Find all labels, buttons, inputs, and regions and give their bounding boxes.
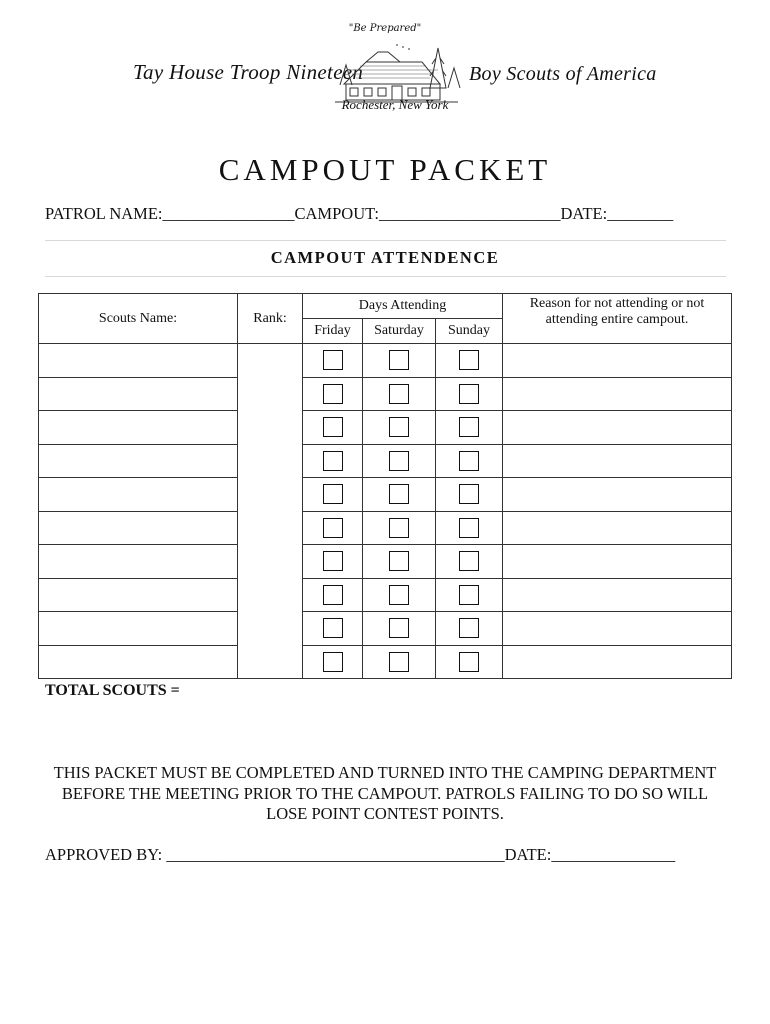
reason-cell[interactable] xyxy=(503,612,732,646)
saturday-checkbox[interactable] xyxy=(389,417,409,437)
reason-cell[interactable] xyxy=(503,511,732,545)
friday-cell xyxy=(303,478,363,512)
friday-cell xyxy=(303,612,363,646)
scout-name-cell[interactable] xyxy=(39,377,238,411)
rank-cell[interactable] xyxy=(238,645,303,679)
saturday-checkbox[interactable] xyxy=(389,384,409,404)
section-title: CAMPOUT ATTENDENCE xyxy=(270,248,500,267)
scout-name-cell[interactable] xyxy=(39,511,238,545)
reason-cell[interactable] xyxy=(503,411,732,445)
total-scouts-label: TOTAL SCOUTS = xyxy=(45,682,180,699)
friday-checkbox[interactable] xyxy=(323,618,343,638)
sunday-checkbox[interactable] xyxy=(459,585,479,605)
approved-by-date-line: APPROVED BY: _________________________________________DATE:_______________ xyxy=(45,845,676,864)
rank-cell[interactable] xyxy=(238,377,303,411)
friday-cell xyxy=(303,411,363,445)
saturday-cell xyxy=(363,478,436,512)
sunday-cell xyxy=(436,444,503,478)
sunday-checkbox[interactable] xyxy=(459,551,479,571)
sunday-cell xyxy=(436,645,503,679)
letterhead-troop: Tay House Troop Nineteen xyxy=(133,60,364,84)
sunday-cell xyxy=(436,578,503,612)
sunday-cell xyxy=(436,511,503,545)
reason-cell[interactable] xyxy=(503,545,732,579)
patrol-campout-date-line: PATROL NAME:________________CAMPOUT:______________________DATE:________ xyxy=(45,204,674,223)
friday-checkbox[interactable] xyxy=(323,384,343,404)
friday-checkbox[interactable] xyxy=(323,518,343,538)
friday-checkbox[interactable] xyxy=(323,585,343,605)
table-row xyxy=(39,411,732,445)
reason-cell[interactable] xyxy=(503,645,732,679)
saturday-checkbox[interactable] xyxy=(389,618,409,638)
attendance-table xyxy=(38,293,732,679)
friday-cell xyxy=(303,377,363,411)
table-row xyxy=(39,478,732,512)
header-saturday: Saturday xyxy=(363,319,436,344)
saturday-cell xyxy=(363,645,436,679)
scout-name-cell[interactable] xyxy=(39,645,238,679)
sunday-checkbox[interactable] xyxy=(459,350,479,370)
rank-cell[interactable] xyxy=(238,344,303,378)
rank-cell[interactable] xyxy=(238,444,303,478)
friday-cell xyxy=(303,645,363,679)
sunday-checkbox[interactable] xyxy=(459,652,479,672)
saturday-cell xyxy=(363,377,436,411)
sunday-cell xyxy=(436,344,503,378)
friday-checkbox[interactable] xyxy=(323,551,343,571)
reason-cell[interactable] xyxy=(503,377,732,411)
saturday-cell xyxy=(363,411,436,445)
rank-cell[interactable] xyxy=(238,411,303,445)
scout-name-cell[interactable] xyxy=(39,444,238,478)
saturday-cell xyxy=(363,612,436,646)
divider-top xyxy=(45,240,726,241)
letterhead-motto: "Be Prepared" xyxy=(348,23,422,34)
table-row xyxy=(39,511,732,545)
header-sunday: Sunday xyxy=(436,319,503,344)
friday-cell xyxy=(303,344,363,378)
notice-text: THIS PACKET MUST BE COMPLETED AND TURNED INTO THE CAMPING DEPARTMENT BEFORE THE MEETING PRIOR TO THE CAMPOUT. PATROLS FAILING TO DO SO WILL LOSE POINT CONTEST POINTS. xyxy=(53,763,717,823)
sunday-checkbox[interactable] xyxy=(459,451,479,471)
saturday-cell xyxy=(363,511,436,545)
header-friday: Friday xyxy=(303,319,363,344)
friday-cell xyxy=(303,444,363,478)
table-row xyxy=(39,612,732,646)
rank-cell[interactable] xyxy=(238,511,303,545)
reason-cell[interactable] xyxy=(503,478,732,512)
saturday-checkbox[interactable] xyxy=(389,451,409,471)
scout-name-cell[interactable] xyxy=(39,612,238,646)
sunday-cell xyxy=(436,377,503,411)
rank-cell[interactable] xyxy=(238,545,303,579)
friday-cell xyxy=(303,511,363,545)
sunday-checkbox[interactable] xyxy=(459,417,479,437)
table-row xyxy=(39,344,732,378)
saturday-cell xyxy=(363,578,436,612)
table-row xyxy=(39,578,732,612)
reason-cell[interactable] xyxy=(503,444,732,478)
reason-cell[interactable] xyxy=(503,344,732,378)
page-title: CAMPOUT PACKET xyxy=(218,152,552,187)
scout-name-cell[interactable] xyxy=(39,344,238,378)
header-days-attending: Days Attending xyxy=(303,294,503,319)
sunday-cell xyxy=(436,411,503,445)
sunday-checkbox[interactable] xyxy=(459,518,479,538)
header-scouts-name: Scouts Name: xyxy=(39,294,238,344)
sunday-checkbox[interactable] xyxy=(459,384,479,404)
saturday-checkbox[interactable] xyxy=(389,350,409,370)
table-row xyxy=(39,444,732,478)
friday-checkbox[interactable] xyxy=(323,652,343,672)
scout-name-cell[interactable] xyxy=(39,411,238,445)
header-rank: Rank: xyxy=(238,294,303,344)
friday-checkbox[interactable] xyxy=(323,484,343,504)
friday-cell xyxy=(303,545,363,579)
letterhead-org: Boy Scouts of America xyxy=(469,63,657,85)
rank-cell[interactable] xyxy=(238,478,303,512)
scout-name-cell[interactable] xyxy=(39,578,238,612)
reason-cell[interactable] xyxy=(503,578,732,612)
header-reason: Reason for not attending or not attending entire campout. xyxy=(503,294,732,344)
saturday-checkbox[interactable] xyxy=(389,484,409,504)
divider-bottom xyxy=(45,276,726,277)
sunday-checkbox[interactable] xyxy=(459,484,479,504)
saturday-checkbox[interactable] xyxy=(389,518,409,538)
sunday-checkbox[interactable] xyxy=(459,618,479,638)
saturday-cell xyxy=(363,344,436,378)
saturday-checkbox[interactable] xyxy=(389,551,409,571)
table-row xyxy=(39,545,732,579)
sunday-cell xyxy=(436,612,503,646)
friday-checkbox[interactable] xyxy=(323,451,343,471)
scout-name-cell[interactable] xyxy=(39,478,238,512)
sunday-cell xyxy=(436,478,503,512)
table-row xyxy=(39,377,732,411)
saturday-cell xyxy=(363,444,436,478)
rank-cell[interactable] xyxy=(238,578,303,612)
table-row xyxy=(39,645,732,679)
saturday-checkbox[interactable] xyxy=(389,652,409,672)
saturday-checkbox[interactable] xyxy=(389,585,409,605)
friday-checkbox[interactable] xyxy=(323,417,343,437)
saturday-cell xyxy=(363,545,436,579)
rank-cell[interactable] xyxy=(238,612,303,646)
friday-cell xyxy=(303,578,363,612)
friday-checkbox[interactable] xyxy=(323,350,343,370)
scout-name-cell[interactable] xyxy=(39,545,238,579)
letterhead-city: Rochester, New York xyxy=(341,97,449,112)
sunday-cell xyxy=(436,545,503,579)
